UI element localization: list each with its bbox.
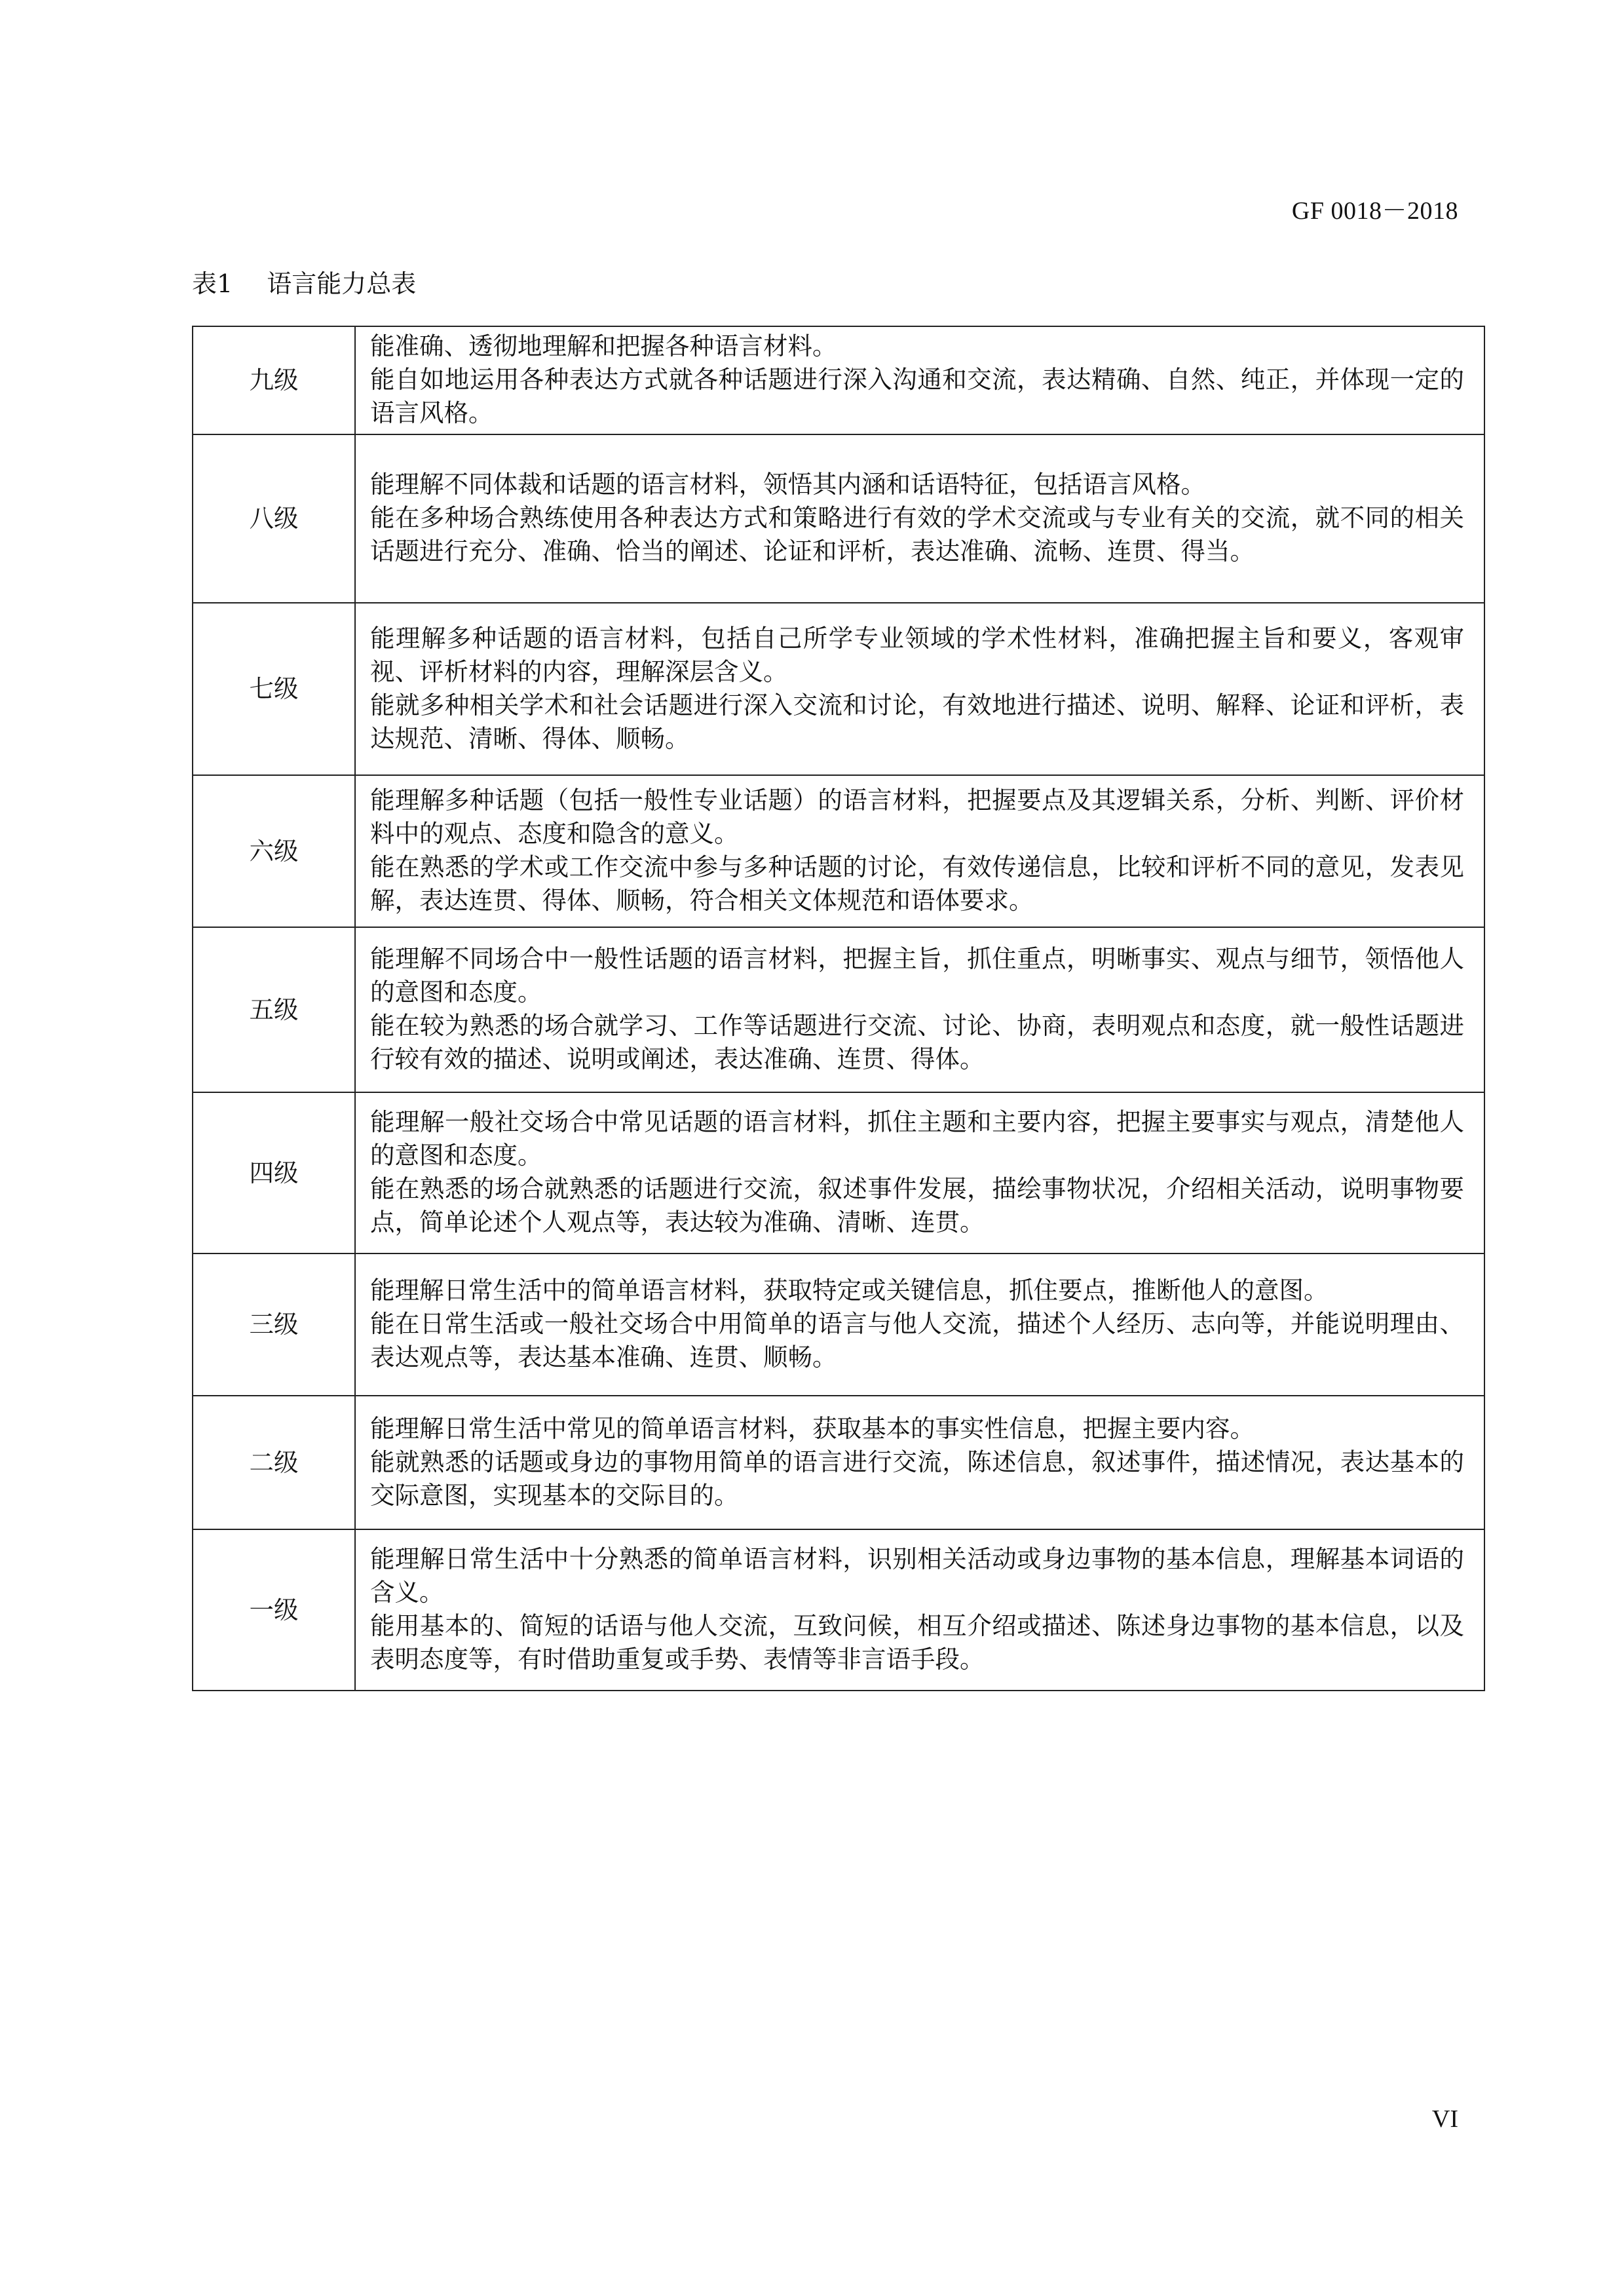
description-cell bbox=[355, 1092, 1484, 1253]
table-row bbox=[193, 775, 1484, 927]
expression-text: 能自如地运用各种表达方式就各种话题进行深入沟通和交流，表达精确、自然、纯正，并体现一定的语言风格。 bbox=[370, 365, 1464, 427]
description-cell bbox=[355, 775, 1484, 927]
description-cell bbox=[355, 326, 1484, 434]
expression-text: 能在多种场合熟练使用各种表达方式和策略进行有效的学术交流或与专业有关的交流，就不同的相关话题进行充分、准确、恰当的阐述、论证和评析，表达准确、流畅、连贯、得当。 bbox=[370, 503, 1464, 565]
table-caption bbox=[192, 263, 416, 299]
table-number: 表1 bbox=[192, 269, 233, 298]
expression-text: 能在熟悉的场合就熟悉的话题进行交流，叙述事件发展，描绘事物状况，介绍相关活动，说明事物要点，简单论述个人观点等，表达较为准确、清晰、连贯。 bbox=[370, 1174, 1464, 1236]
expression-text: 能在熟悉的学术或工作交流中参与多种话题的讨论，有效传递信息，比较和评析不同的意见，发表见解，表达连贯、得体、顺畅，符合相关文体规范和语体要求。 bbox=[370, 852, 1464, 915]
level-cell: 四级 bbox=[193, 1092, 355, 1253]
table-row bbox=[193, 1529, 1484, 1691]
comprehension-text: 能理解不同场合中一般性话题的语言材料，把握主旨，抓住重点，明晰事实、观点与细节，领悟他人的意图和态度。 bbox=[370, 944, 1464, 1006]
comprehension-text: 能理解一般社交场合中常见话题的语言材料，抓住主题和主要内容，把握主要事实与观点，清楚他人的意图和态度。 bbox=[370, 1107, 1464, 1170]
description-cell bbox=[355, 1253, 1484, 1396]
table-row bbox=[193, 927, 1484, 1092]
table-row bbox=[193, 434, 1484, 603]
level-cell: 三级 bbox=[193, 1253, 355, 1396]
level-cell: 七级 bbox=[193, 603, 355, 775]
description-cell bbox=[355, 927, 1484, 1092]
table-title: 语言能力总表 bbox=[267, 269, 417, 298]
level-cell: 二级 bbox=[193, 1396, 355, 1529]
table-row bbox=[193, 1396, 1484, 1529]
description-cell bbox=[355, 603, 1484, 775]
table-row bbox=[193, 326, 1484, 434]
comprehension-text: 能理解多种话题（包括一般性专业话题）的语言材料，把握要点及其逻辑关系，分析、判断、评价材料中的观点、态度和隐含的意义。 bbox=[370, 786, 1464, 848]
comprehension-text: 能准确、透彻地理解和把握各种语言材料。 bbox=[370, 332, 837, 360]
expression-text: 能在日常生活或一般社交场合中用简单的语言与他人交流，描述个人经历、志向等，并能说明理由、表达观点等，表达基本准确、连贯、顺畅。 bbox=[370, 1309, 1464, 1371]
level-cell: 一级 bbox=[193, 1529, 355, 1691]
description-cell bbox=[355, 1529, 1484, 1691]
comprehension-text: 能理解不同体裁和话题的语言材料，领悟其内涵和话语特征，包括语言风格。 bbox=[370, 470, 1205, 499]
level-cell: 五级 bbox=[193, 927, 355, 1092]
level-cell: 六级 bbox=[193, 775, 355, 927]
comprehension-text: 能理解多种话题的语言材料，包括自己所学专业领域的学术性材料，准确把握主旨和要义，客观审视、评析材料的内容，理解深层含义。 bbox=[370, 623, 1464, 686]
description-cell bbox=[355, 1396, 1484, 1529]
table-row bbox=[193, 603, 1484, 775]
expression-text: 能在较为熟悉的场合就学习、工作等话题进行交流、讨论、协商，表明观点和态度，就一般性话题进行较有效的描述、说明或阐述，表达准确、连贯、得体。 bbox=[370, 1011, 1464, 1073]
comprehension-text: 能理解日常生活中十分熟悉的简单语言材料，识别相关活动或身边事物的基本信息，理解基本词语的含义。 bbox=[370, 1544, 1464, 1607]
document-code: GF 0018－2018 bbox=[1291, 197, 1458, 225]
expression-text: 能用基本的、简短的话语与他人交流，互致问候，相互介绍或描述、陈述身边事物的基本信息，以及表明态度等，有时借助重复或手势、表情等非言语手段。 bbox=[370, 1611, 1464, 1674]
comprehension-text: 能理解日常生活中常见的简单语言材料，获取基本的事实性信息，把握主要内容。 bbox=[370, 1413, 1255, 1443]
comprehension-text: 能理解日常生活中的简单语言材料，获取特定或关键信息，抓住要点，推断他人的意图。 bbox=[370, 1276, 1329, 1305]
table-row bbox=[193, 1092, 1484, 1253]
level-cell: 九级 bbox=[193, 326, 355, 434]
table-row bbox=[193, 1253, 1484, 1396]
expression-text: 能就熟悉的话题或身边的事物用简单的语言进行交流，陈述信息，叙述事件，描述情况，表达基本的交际意图，实现基本的交际目的。 bbox=[370, 1447, 1464, 1510]
language-ability-table bbox=[192, 326, 1485, 1691]
expression-text: 能就多种相关学术和社会话题进行深入交流和讨论，有效地进行描述、说明、解释、论证和评析，表达规范、清晰、得体、顺畅。 bbox=[370, 690, 1464, 753]
page-number: VI bbox=[1431, 2105, 1458, 2133]
level-cell: 八级 bbox=[193, 434, 355, 603]
description-cell bbox=[355, 434, 1484, 603]
